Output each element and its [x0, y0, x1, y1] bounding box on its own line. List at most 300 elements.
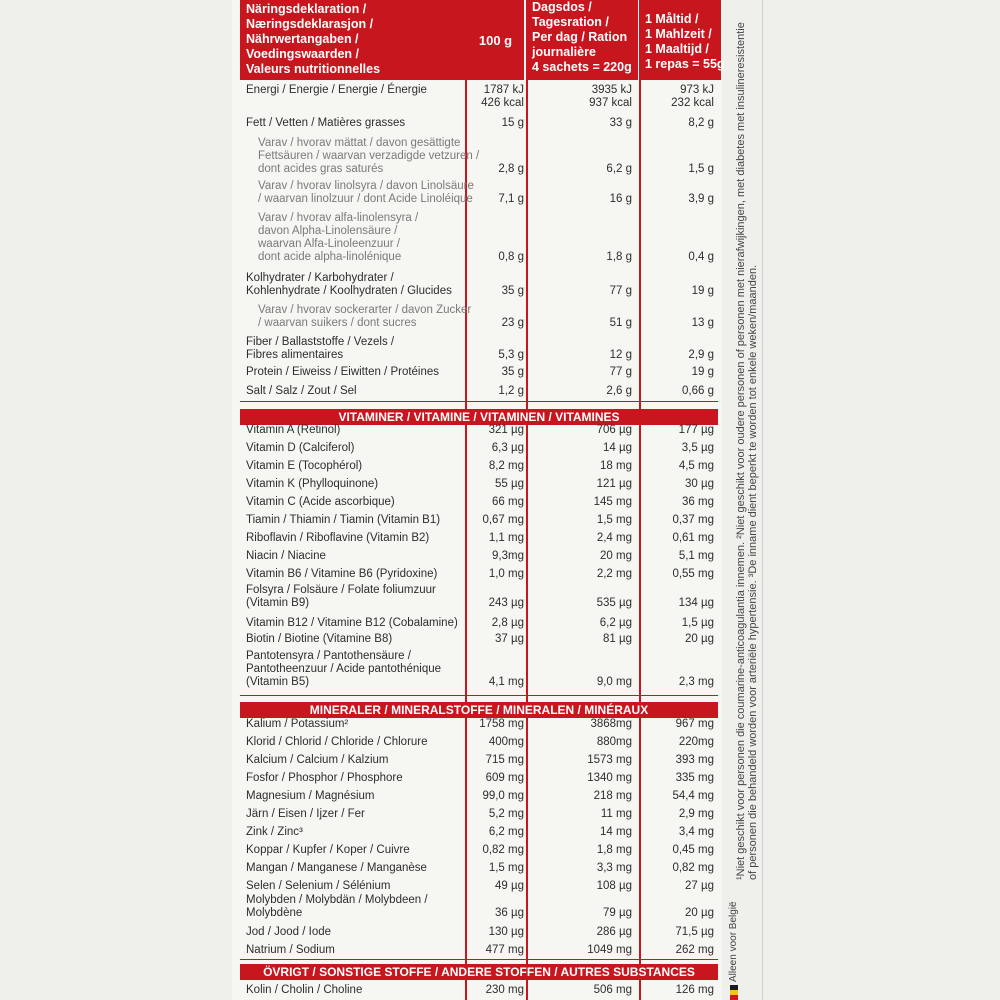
nutrient-label: [246, 478, 458, 491]
value-per-day-line: 121 µg: [596, 478, 632, 490]
value-per-100g: [489, 736, 524, 749]
value-per-meal-line: 0,61 mg: [672, 532, 714, 544]
value-per-day-line: 9,0 mg: [596, 676, 632, 688]
value-per-meal: [676, 984, 714, 997]
nutrient-label: [246, 826, 458, 839]
value-per-100g-line: 243 µg: [488, 597, 524, 609]
header-day-line: 4 sachets = 220g: [532, 60, 632, 74]
nutrient-label-line: Varav / hvorav alfa-linolensyra /: [258, 212, 419, 224]
value-per-100g: [492, 496, 524, 509]
value-per-day-line: 77 g: [609, 366, 632, 378]
nutrient-label: [246, 532, 458, 545]
table-row: [240, 633, 718, 646]
nutrient-label-line: / waarvan linolzuur / dont Acide Linoléique: [258, 193, 473, 205]
nutrient-label: [246, 460, 458, 473]
value-per-100g: [486, 754, 524, 767]
value-per-day: [606, 385, 632, 398]
value-per-day: [600, 826, 632, 839]
nutrient-label: [258, 137, 480, 176]
value-per-meal: [688, 117, 714, 130]
nutrient-label: [246, 84, 458, 97]
value-per-day-line: 1,8 g: [606, 251, 632, 263]
value-per-meal-line: 232 kcal: [671, 97, 714, 109]
nutrient-label: [246, 754, 458, 767]
table-row: [240, 304, 718, 330]
value-per-day-line: 79 µg: [602, 907, 632, 919]
nutrient-label-line: Vitamin A (Retinol): [246, 424, 341, 436]
value-per-day-line: 535 µg: [596, 597, 632, 609]
header-day-line: Dagsdos /: [532, 0, 592, 14]
value-per-day-line: 16 g: [609, 193, 632, 205]
value-per-meal: [676, 772, 714, 785]
value-per-100g: [489, 826, 524, 839]
nutrient-label: [246, 550, 458, 563]
value-per-day-line: 506 mg: [593, 984, 632, 996]
value-per-day-line: 2,4 mg: [596, 532, 632, 544]
value-per-100g: [502, 117, 524, 130]
value-per-100g-line: 6,2 mg: [488, 826, 524, 838]
value-per-meal: [679, 550, 714, 563]
value-per-meal: [685, 633, 714, 646]
nutrient-label-line: Fibres alimentaires: [246, 349, 344, 361]
value-per-meal-line: 0,66 g: [682, 385, 714, 397]
value-per-100g-line: 23 g: [501, 317, 524, 329]
table-row: [240, 790, 718, 803]
nutrient-label-line: Vitamin B12 / Vitamine B12 (Cobalamine): [246, 617, 458, 629]
value-per-meal-line: 1,5 g: [688, 163, 714, 175]
value-per-meal: [672, 532, 714, 545]
nutrient-label: [258, 180, 474, 206]
value-per-day: [587, 754, 632, 767]
value-per-day: [600, 550, 632, 563]
value-per-meal-line: 20 µg: [684, 907, 714, 919]
value-per-day-line: 286 µg: [596, 926, 632, 938]
value-per-day: [597, 862, 632, 875]
header-label-line: Næringsdeklarasjon /: [246, 17, 374, 31]
value-per-meal: [679, 460, 714, 473]
header-label-line: Nährwertangaben /: [246, 32, 359, 46]
value-per-day: [610, 317, 632, 330]
table-row: [240, 532, 718, 545]
row-separator: [240, 959, 718, 960]
value-per-100g: [498, 193, 524, 206]
nutrient-label: [246, 650, 458, 689]
value-per-day: [606, 251, 632, 264]
table-row: [240, 754, 718, 767]
value-per-day: [597, 424, 632, 437]
value-per-day: [597, 926, 632, 939]
value-per-100g-line: 715 mg: [485, 754, 524, 766]
nutrient-label-line: Vitamin E (Tocophérol): [246, 460, 363, 472]
nutrient-label: [246, 496, 458, 509]
value-per-day: [594, 496, 632, 509]
value-per-meal-line: 393 mg: [675, 754, 714, 766]
value-per-meal: [692, 366, 714, 379]
table-row: [240, 880, 718, 893]
header-label-cell: [240, 0, 465, 80]
value-per-100g-line: 6,3 µg: [491, 442, 524, 454]
value-per-100g-line: 2,8 g: [498, 163, 524, 175]
value-per-day-line: 2,6 g: [606, 385, 632, 397]
value-per-meal-line: 36 mg: [682, 496, 714, 508]
table-row: [240, 844, 718, 857]
nutrient-label-line: Magnesium / Magnésium: [246, 790, 375, 802]
value-per-100g: [502, 317, 524, 330]
value-per-meal-line: 3,9 g: [688, 193, 714, 205]
nutrient-label: [246, 117, 458, 130]
row-separator: [240, 401, 718, 402]
value-per-day-line: 108 µg: [596, 880, 632, 892]
value-per-100g: [492, 442, 524, 455]
table-row: [240, 550, 718, 563]
value-per-100g-line: 36 µg: [494, 907, 524, 919]
header-day-line: Tagesration /: [532, 15, 609, 29]
table-row: [240, 180, 718, 206]
value-per-meal: [679, 597, 714, 610]
nutrient-label-line: dont acide alpha-linolénique: [258, 251, 402, 263]
value-per-100g: [489, 676, 524, 689]
value-per-100g: [486, 984, 524, 997]
nutrient-label-line: Salt / Salz / Zout / Sel: [246, 385, 357, 397]
value-per-day: [601, 808, 632, 821]
nutrient-label: [246, 718, 458, 731]
nutrient-label-line: Zink / Zinc³: [246, 826, 303, 838]
table-row: [240, 772, 718, 785]
nutrient-label: [246, 568, 458, 581]
value-per-meal: [672, 568, 714, 581]
value-per-day-line: 51 g: [609, 317, 632, 329]
value-per-meal: [692, 285, 714, 298]
value-per-100g-line: 1,2 g: [498, 385, 524, 397]
value-per-day: [600, 460, 632, 473]
value-per-meal: [676, 718, 714, 731]
nutrient-label-line: (Vitamin B9): [246, 597, 310, 609]
value-per-100g: [481, 84, 524, 110]
nutrient-label: [246, 385, 458, 398]
nutrient-label-line: Vitamin C (Acide ascorbique): [246, 496, 395, 508]
nutrient-label-line: Vitamin K (Phylloquinone): [246, 478, 379, 490]
nutrient-label-line: Kolin / Cholin / Choline: [246, 984, 363, 996]
nutrient-label: [246, 862, 458, 875]
table-row: [240, 424, 718, 437]
value-per-100g: [486, 944, 524, 957]
value-per-day: [597, 880, 632, 893]
nutrient-label: [246, 844, 458, 857]
value-per-meal-line: 5,1 mg: [678, 550, 714, 562]
table-row: [240, 617, 718, 630]
value-per-day: [597, 514, 632, 527]
value-per-day: [610, 193, 632, 206]
table-row: [240, 568, 718, 581]
belgium-flag-icon: [730, 985, 738, 1000]
value-per-100g: [486, 772, 524, 785]
nutrient-label: [246, 790, 458, 803]
table-row: [240, 84, 718, 110]
value-per-meal-line: 262 mg: [675, 944, 714, 956]
value-per-meal: [692, 317, 714, 330]
value-per-100g-line: 0,67 mg: [482, 514, 524, 526]
value-per-meal-line: 3,5 µg: [681, 442, 714, 454]
value-per-day: [610, 117, 632, 130]
nutrient-label-line: Niacin / Niacine: [246, 550, 326, 562]
nutrient-label: [246, 366, 458, 379]
value-per-100g: [489, 597, 524, 610]
value-per-meal: [676, 944, 714, 957]
value-per-100g: [479, 718, 524, 731]
table-row: [240, 442, 718, 455]
table-row: [240, 366, 718, 379]
header-label-line: Valeurs nutritionnelles: [246, 62, 381, 76]
value-per-100g-line: 0,82 mg: [482, 844, 524, 856]
header-day-line: journalière: [532, 45, 596, 59]
value-per-meal: [685, 478, 714, 491]
header-100g-cell: [467, 0, 524, 80]
value-per-100g-line: 99,0 mg: [482, 790, 524, 802]
value-per-day-line: 6,2 g: [606, 163, 632, 175]
value-per-day-line: 145 mg: [593, 496, 632, 508]
nutrient-label-line: Pantotheenzuur / Acide pantothénique: [246, 663, 442, 675]
value-per-100g-line: 2,8 µg: [491, 617, 524, 629]
nutrient-label-line: Kohlenhydrate / Koolhydraten / Glucides: [246, 285, 452, 297]
value-per-100g: [482, 790, 524, 803]
value-per-100g-line: 5,2 mg: [488, 808, 524, 820]
value-per-day-line: 1,8 mg: [596, 844, 632, 856]
value-per-day: [610, 285, 632, 298]
value-per-meal-line: 126 mg: [675, 984, 714, 996]
value-per-meal: [679, 736, 714, 749]
nutrient-label-line: Energi / Energie / Energie / Énergie: [246, 84, 427, 96]
row-separator: [240, 695, 718, 696]
table-row: [240, 514, 718, 527]
value-per-100g-line: 609 mg: [485, 772, 524, 784]
value-per-day-line: 14 mg: [600, 826, 632, 838]
value-per-100g-line: 321 µg: [488, 424, 524, 436]
table-row: [240, 718, 718, 731]
nutrient-label-line: Koppar / Kupfer / Koper / Cuivre: [246, 844, 410, 856]
value-per-day-line: 3868mg: [590, 718, 632, 730]
value-per-day-line: 20 mg: [600, 550, 632, 562]
value-per-meal-line: 3,4 mg: [678, 826, 714, 838]
value-per-meal-line: 177 µg: [678, 424, 714, 436]
value-per-day-line: 6,2 µg: [599, 617, 632, 629]
value-per-meal-line: 134 µg: [678, 597, 714, 609]
belgium-only-note: Alleen voor België: [728, 901, 739, 982]
nutrient-label: [246, 944, 458, 957]
flag-stripe: [730, 995, 738, 1000]
value-per-meal-line: 967 mg: [675, 718, 714, 730]
value-per-day-line: 33 g: [609, 117, 632, 129]
table-row: [240, 862, 718, 875]
value-per-100g-line: 1,1 mg: [488, 532, 524, 544]
value-per-100g-line: 4,1 mg: [488, 676, 524, 688]
value-per-100g: [489, 862, 524, 875]
value-per-meal-line: 1,5 µg: [681, 617, 714, 629]
value-per-day: [594, 790, 632, 803]
value-per-meal-line: 4,5 mg: [678, 460, 714, 472]
nutrient-label: [246, 880, 458, 893]
nutrient-label-line: Klorid / Chlorid / Chloride / Chlorure: [246, 736, 428, 748]
value-per-meal-line: 2,9 g: [688, 349, 714, 361]
header-meal-line: 1 Maaltijd /: [645, 42, 709, 56]
value-per-day-line: 1340 mg: [587, 772, 632, 784]
value-per-meal: [672, 514, 714, 527]
nutrient-label-line: waarvan Alfa-Linoleenzuur /: [258, 238, 400, 250]
nutrient-label-line: Järn / Eisen / Ijzer / Fer: [246, 808, 365, 820]
value-per-meal-line: 54,4 mg: [672, 790, 714, 802]
value-per-100g-line: 55 µg: [494, 478, 524, 490]
value-per-meal-line: 19 g: [691, 366, 714, 378]
table-row: [240, 385, 718, 398]
value-per-day-line: 1049 mg: [587, 944, 632, 956]
nutrient-label-line: Folsyra / Folsäure / Folate foliumzuur: [246, 584, 436, 596]
table-row: [240, 650, 718, 689]
nutrient-label: [246, 772, 458, 785]
header-meal-cell: [641, 0, 725, 80]
nutrient-label-line: Kalium / Potassium²: [246, 718, 349, 730]
value-per-day: [597, 478, 632, 491]
value-per-meal-line: 19 g: [691, 285, 714, 297]
header-label-line: Näringsdeklaration /: [246, 2, 367, 16]
header-day-line: Per dag / Ration: [532, 30, 628, 44]
nutrient-label-line: Jod / Jood / Iode: [246, 926, 332, 938]
value-per-100g-line: 477 mg: [485, 944, 524, 956]
nutrient-label-line: Vitamin B6 / Vitamine B6 (Pyridoxine): [246, 568, 438, 580]
value-per-100g-line: 8,2 mg: [488, 460, 524, 472]
value-per-100g: [502, 285, 524, 298]
table-row: [240, 926, 718, 939]
nutrient-label-line: Fett / Vetten / Matières grasses: [246, 117, 406, 129]
value-per-100g-line: 5,3 g: [498, 349, 524, 361]
nutrient-label-line: davon Alpha-Linolensäure /: [258, 225, 398, 237]
value-per-day: [603, 442, 632, 455]
section-header: ÖVRIGT / SONSTIGE STOFFE / ANDERE STOFFEN / AUTRES SUBSTANCES: [240, 964, 718, 980]
nutrient-label: [258, 212, 458, 264]
nutrient-label: [246, 808, 458, 821]
value-per-100g-line: 49 µg: [494, 880, 524, 892]
value-per-meal: [688, 349, 714, 362]
nutrient-label-line: Vitamin D (Calciferol): [246, 442, 355, 454]
value-per-100g: [498, 385, 524, 398]
value-per-day-line: 706 µg: [596, 424, 632, 436]
value-per-day-line: 14 µg: [602, 442, 632, 454]
header-label-line: Voedingswaarden /: [246, 47, 359, 61]
value-per-meal-line: 0,37 mg: [672, 514, 714, 526]
value-per-day: [603, 633, 632, 646]
value-per-meal-line: 20 µg: [684, 633, 714, 645]
value-per-100g-line: 1,5 mg: [488, 862, 524, 874]
value-per-meal-line: 71,5 µg: [675, 926, 714, 938]
value-per-meal: [682, 442, 714, 455]
value-per-meal-line: 2,3 mg: [678, 676, 714, 688]
value-per-meal-line: 0,55 mg: [672, 568, 714, 580]
footnote-text: of personen die behandeld worden voor arteriële hypertensie. ³De inname dient beperkt te worden tot enkele weken/maanden.: [747, 264, 759, 880]
value-per-100g-line: 9,3mg: [492, 550, 524, 562]
table-row: [240, 826, 718, 839]
value-per-meal: [688, 163, 714, 176]
value-per-day: [597, 532, 632, 545]
value-per-meal-line: 13 g: [691, 317, 714, 329]
table-row: [240, 460, 718, 473]
value-per-meal-line: 8,2 g: [688, 117, 714, 129]
value-per-day-line: 2,2 mg: [596, 568, 632, 580]
value-per-meal: [679, 676, 714, 689]
value-per-meal: [671, 84, 714, 110]
value-per-meal: [672, 844, 714, 857]
header-meal-line: 1 Mahlzeit /: [645, 27, 712, 41]
table-row: [240, 272, 718, 298]
value-per-day: [587, 772, 632, 785]
nutrient-label-line: Kalcium / Calcium / Kalzium: [246, 754, 389, 766]
value-per-meal: [679, 826, 714, 839]
value-per-meal-line: 335 mg: [675, 772, 714, 784]
value-per-day-line: 218 mg: [593, 790, 632, 802]
value-per-meal-line: 220mg: [678, 736, 714, 748]
nutrient-label-line: Varav / hvorav mättat / davon gesättigte: [258, 137, 461, 149]
value-per-meal: [679, 424, 714, 437]
nutrient-label-line: Molybden / Molybdän / Molybdeen /: [246, 894, 428, 906]
table-row: [240, 137, 718, 176]
value-per-meal-line: 0,82 mg: [672, 862, 714, 874]
value-per-100g: [502, 366, 524, 379]
value-per-100g: [482, 844, 524, 857]
value-per-100g: [489, 926, 524, 939]
header-100g-label: 100 g: [478, 32, 513, 48]
nutrient-label-line: Molybdène: [246, 907, 303, 919]
value-per-day: [597, 736, 632, 749]
value-per-100g: [498, 163, 524, 176]
value-per-100g: [498, 251, 524, 264]
table-row: [240, 478, 718, 491]
nutrient-label: [246, 984, 458, 997]
value-per-day: [600, 617, 632, 630]
table-row: [240, 944, 718, 957]
value-per-day-line: 77 g: [609, 285, 632, 297]
value-per-100g-line: 35 g: [501, 285, 524, 297]
header-meal-line: 1 repas = 55g: [645, 57, 725, 71]
value-per-meal-line: 30 µg: [684, 478, 714, 490]
value-per-day: [606, 163, 632, 176]
value-per-day: [597, 597, 632, 610]
value-per-100g-line: 15 g: [501, 117, 524, 129]
value-per-day-line: 11 mg: [600, 808, 632, 820]
nutrient-label-line: Kolhydrater / Karbohydrater /: [246, 272, 394, 284]
nutrient-label-line: Riboflavin / Riboflavine (Vitamin B2): [246, 532, 430, 544]
value-per-day: [597, 568, 632, 581]
nutrient-label-line: Natrium / Sodium: [246, 944, 335, 956]
value-per-day-line: 3,3 mg: [596, 862, 632, 874]
table-row: [240, 584, 718, 610]
nutrient-label-line: Fettsäuren / waarvan verzadigde vetzuren /: [258, 150, 480, 162]
section-header: MINERALER / MINERALSTOFFE / MINERALEN / MINÉRAUX: [240, 702, 718, 718]
value-per-100g-line: 230 mg: [485, 984, 524, 996]
nutrient-label: [246, 442, 458, 455]
value-per-100g: [495, 633, 524, 646]
section-header: VITAMINER / VITAMINE / VITAMINEN / VITAMINES: [240, 409, 718, 425]
value-per-meal: [675, 926, 714, 939]
value-per-day-line: 81 µg: [602, 633, 632, 645]
nutrient-label-line: Protein / Eiweiss / Eiwitten / Protéines: [246, 366, 440, 378]
value-per-meal-line: 0,4 g: [688, 251, 714, 263]
value-per-meal-line: 27 µg: [684, 880, 714, 892]
nutrient-label-line: Selen / Selenium / Sélénium: [246, 880, 391, 892]
table-row: [240, 984, 718, 997]
value-per-100g: [495, 478, 524, 491]
value-per-day: [590, 718, 632, 731]
value-per-100g: [482, 514, 524, 527]
table-row: [240, 496, 718, 509]
nutrient-label: [246, 424, 458, 437]
value-per-100g: [492, 550, 524, 563]
